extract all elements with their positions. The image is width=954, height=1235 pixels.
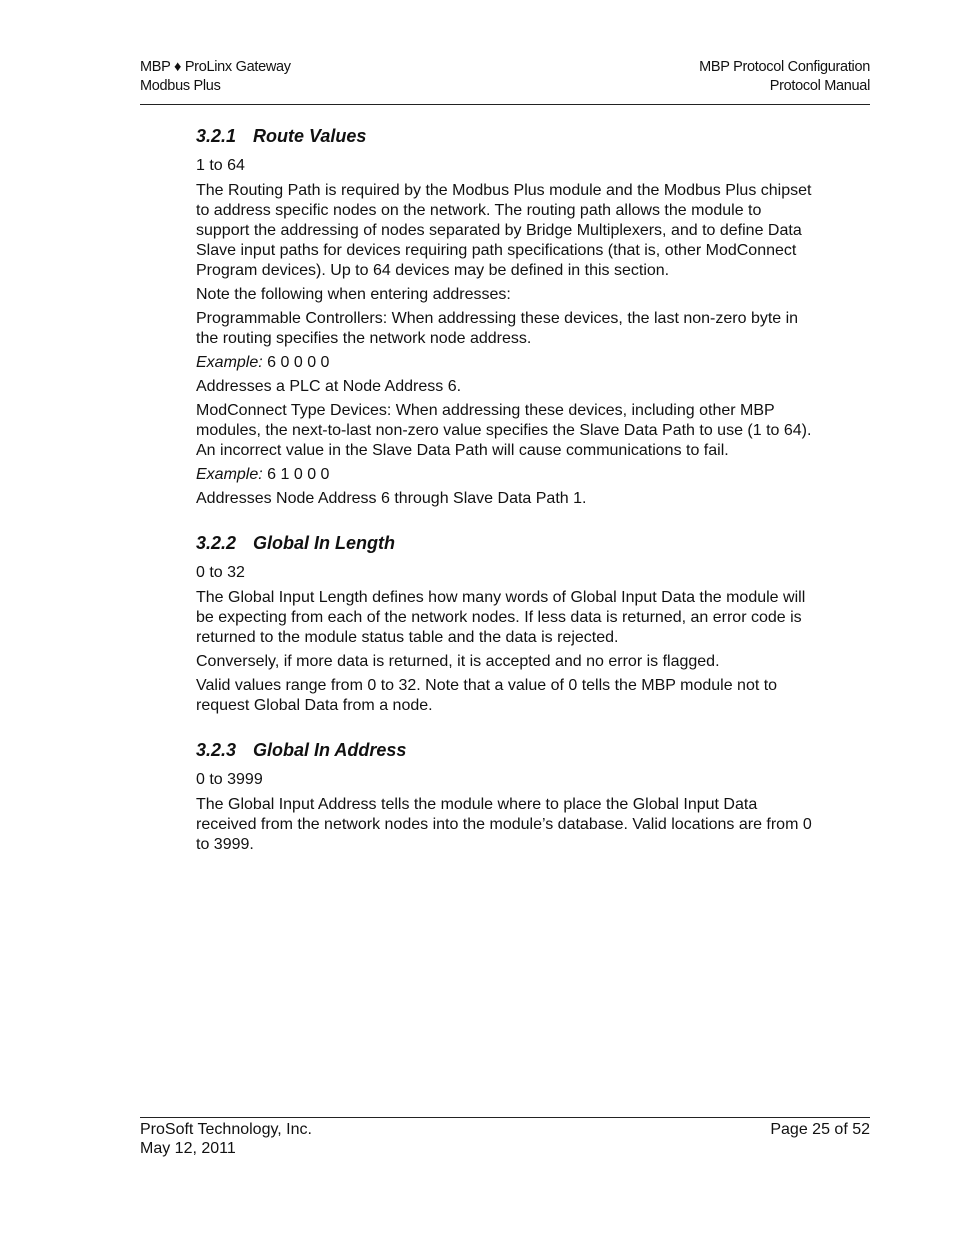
footer-right (770, 1120, 870, 1139)
value-range: 1 to 64 (196, 157, 245, 174)
paragraph: Programmable Controllers: When addressing these devices, the last non-zero byte in the routing specifies the network node address. (196, 310, 799, 347)
header-product-subtitle: Modbus Plus (140, 78, 221, 94)
example-label: Example: (196, 466, 263, 483)
section-global-in-address (196, 738, 816, 855)
example-value: 6 1 0 0 0 (267, 466, 330, 483)
paragraph: The Routing Path is required by the Modbus Plus module and the Modbus Plus chipset to address specific nodes on the network. The routing path allows the module to support the addressing of nodes separated by Bridge Multiplexers, and to define Data Slave input paths for devices requiring path specifications (that is, other ModConnect Program devices). Up to 64 devices may be defined in this section. (196, 182, 812, 279)
page-header (140, 58, 870, 105)
value-range: 0 to 32 (196, 564, 245, 581)
section-number: 3.2.1 (196, 126, 237, 146)
example-line (196, 465, 816, 485)
section-global-in-length (196, 531, 816, 716)
header-manual-title: Protocol Manual (769, 78, 870, 94)
footer-company: ProSoft Technology, Inc. (140, 1121, 312, 1138)
paragraph: Valid values range from 0 to 32. Note that a value of 0 tells the MBP module not to request Global Data from a node. (196, 677, 778, 714)
header-right (699, 58, 870, 96)
header-left (140, 58, 291, 96)
page-footer (140, 1117, 870, 1157)
footer-left (140, 1120, 312, 1158)
section-number: 3.2.2 (196, 533, 237, 553)
page-number: Page 25 of 52 (770, 1121, 870, 1138)
header-chapter-title: MBP Protocol Configuration (699, 59, 870, 75)
section-heading (196, 124, 816, 148)
value-range: 0 to 3999 (196, 771, 263, 788)
footer-date: May 12, 2011 (140, 1140, 236, 1157)
example-line (196, 353, 816, 373)
paragraph: The Global Input Length defines how many words of Global Input Data the module will be expecting from each of the network nodes. If less data is returned, an error code is returned to the module status table and the data is rejected. (196, 589, 806, 646)
example-label: Example: (196, 354, 263, 371)
section-number: 3.2.3 (196, 740, 237, 760)
paragraph: Note the following when entering addresses: (196, 286, 511, 303)
section-heading (196, 738, 816, 762)
section-title: Global In Length (253, 533, 395, 553)
paragraph: Conversely, if more data is returned, it is accepted and no error is flagged. (196, 653, 720, 670)
example-value: 6 0 0 0 0 (267, 354, 330, 371)
paragraph: ModConnect Type Devices: When addressing these devices, including other MBP modules, the next-to-last non-zero value specifies the Slave Data Path to use (1 to 64). An incorrect value in the Slave Data Path will cause communications to fail. (196, 402, 812, 459)
paragraph: Addresses Node Address 6 through Slave Data Path 1. (196, 490, 587, 507)
document-body (196, 124, 816, 877)
paragraph: Addresses a PLC at Node Address 6. (196, 378, 462, 395)
section-title: Route Values (253, 126, 367, 146)
section-route-values (196, 124, 816, 509)
section-heading (196, 531, 816, 555)
header-product-title: MBP ♦ ProLinx Gateway (140, 59, 291, 75)
section-title: Global In Address (253, 740, 407, 760)
paragraph: The Global Input Address tells the module where to place the Global Input Data received from the network nodes into the module’s database. Valid locations are from 0 to 3999. (196, 796, 812, 853)
